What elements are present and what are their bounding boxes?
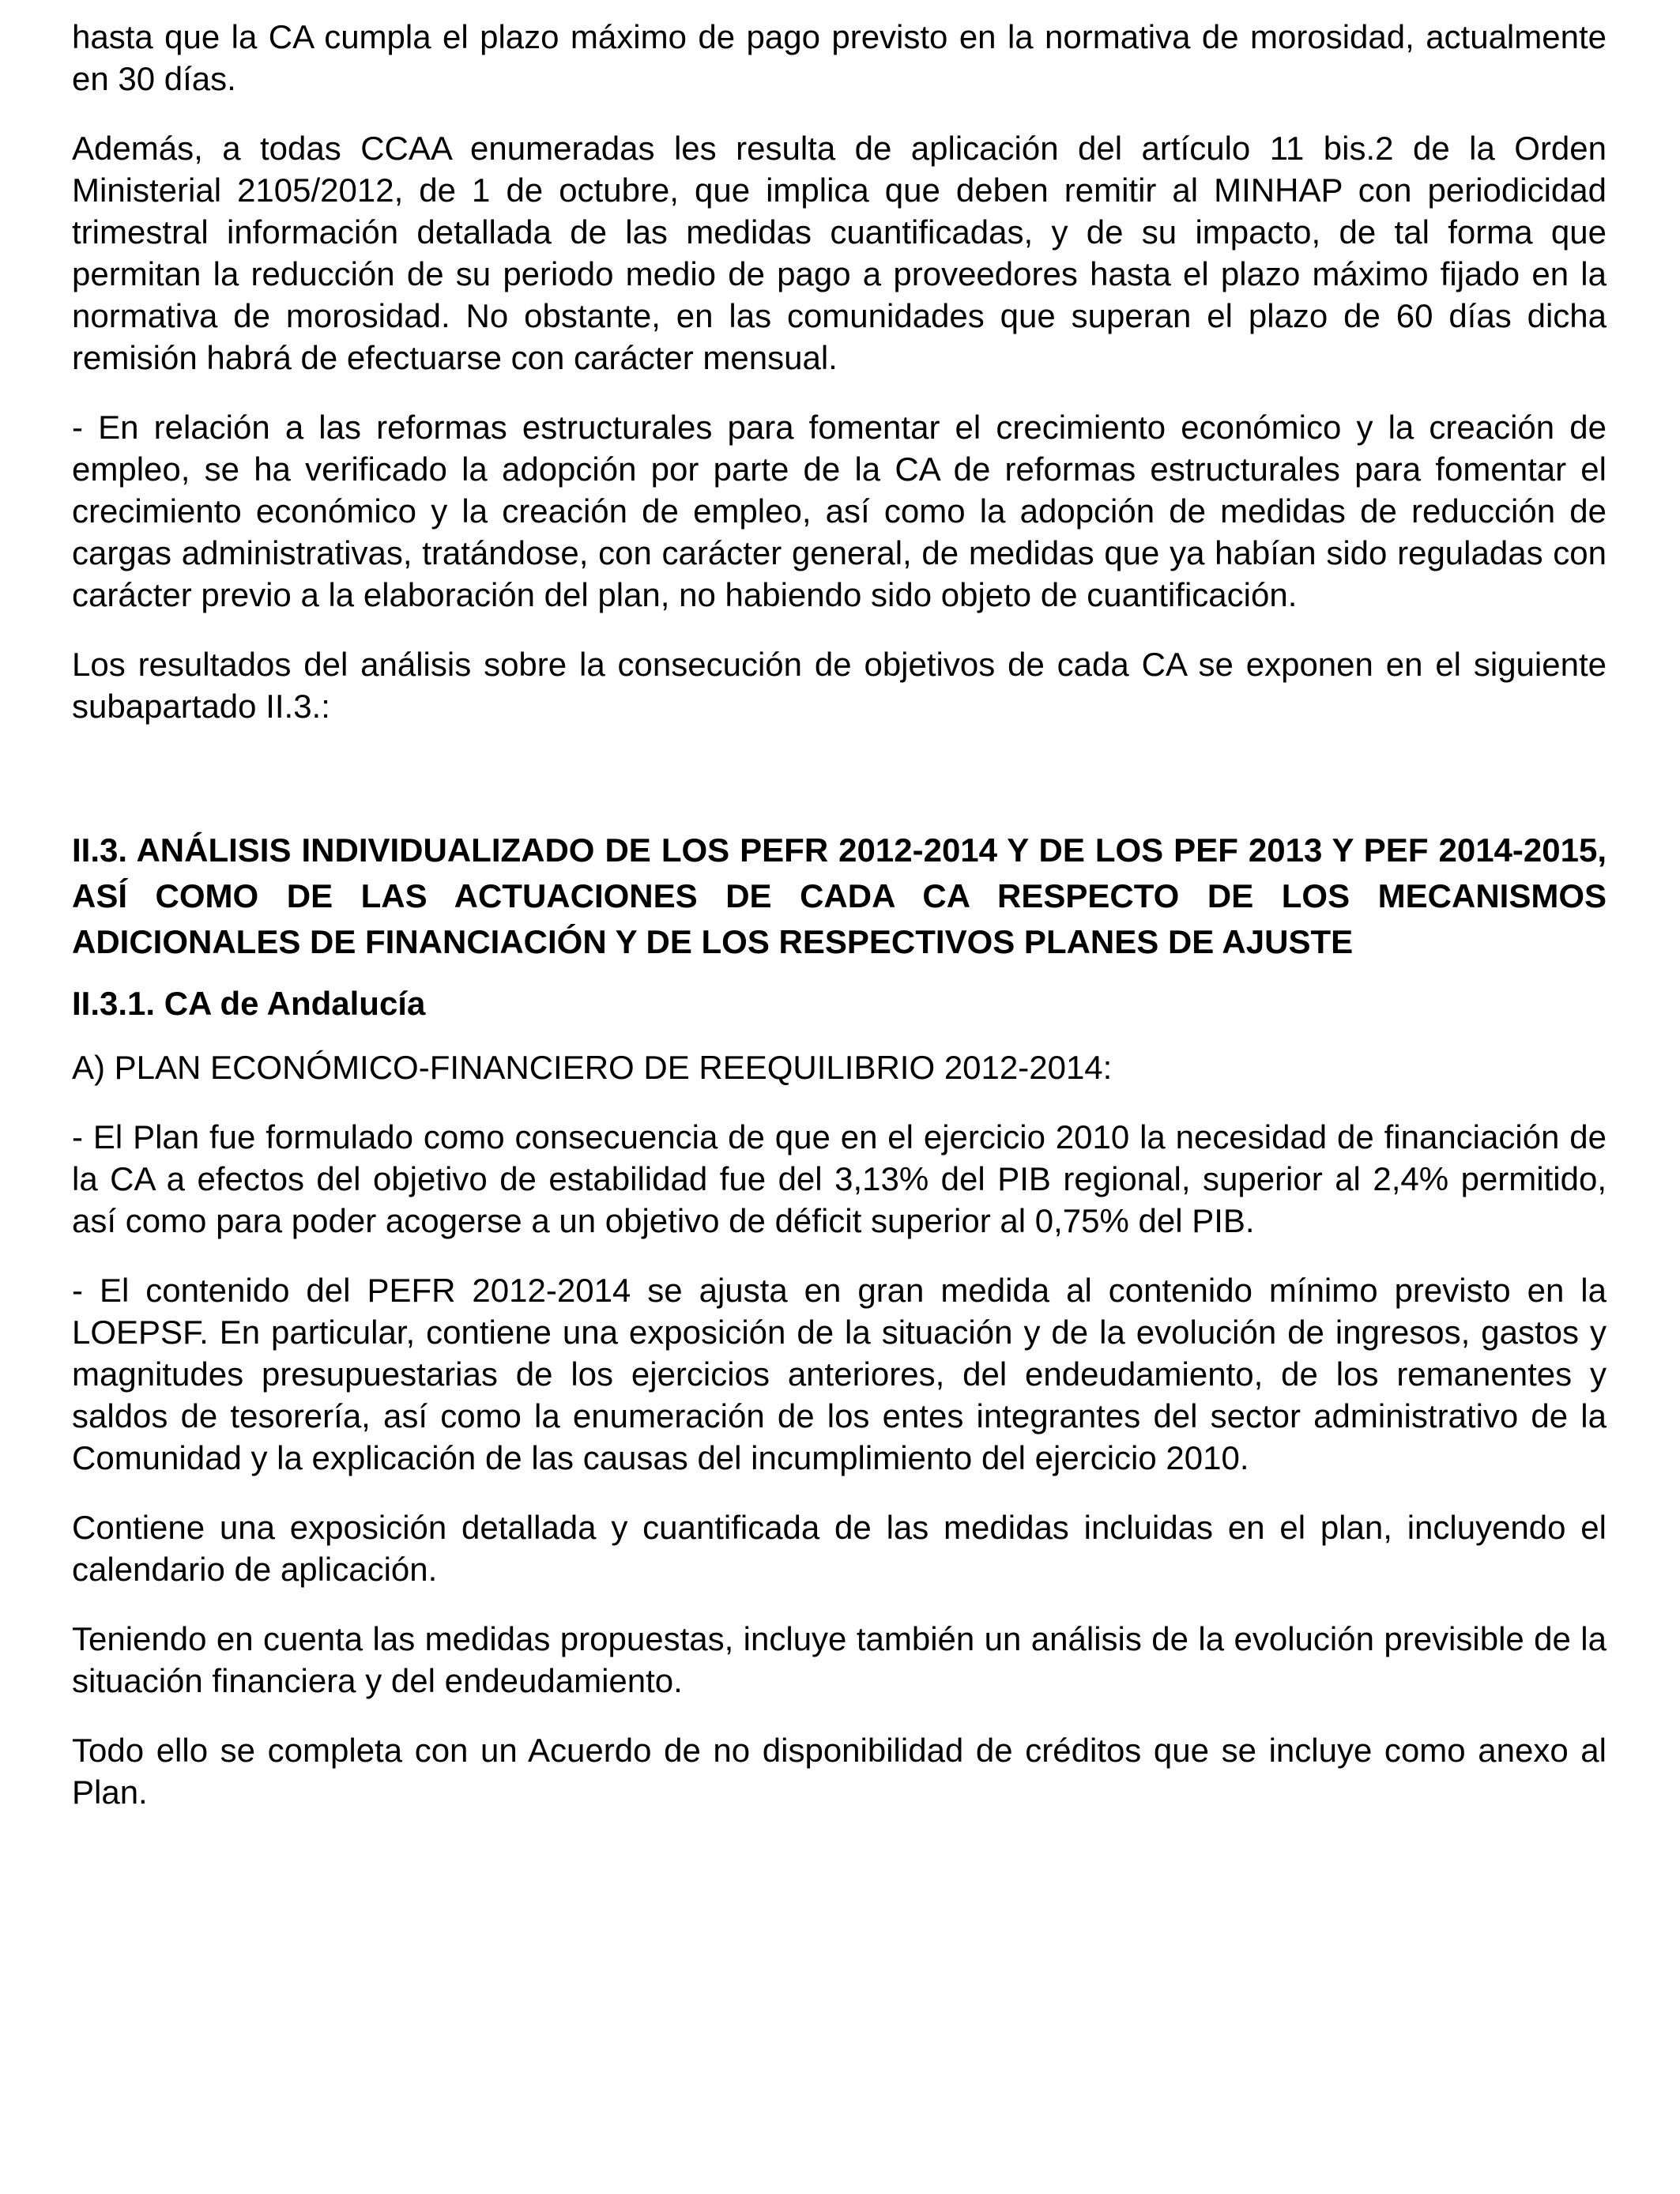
paragraph-morosidad-continuation: hasta que la CA cumpla el plazo máximo de pago previsto en la normativa de morosidad, actualmente en 30 días.: [72, 18, 1607, 97]
paragraph-resultados-analisis: Los resultados del análisis sobre la consecución de objetivos de cada CA se exponen en el siguiente subapartado II.3.:: [72, 646, 1607, 725]
paragraph-reformas-estructurales: - En relación a las reformas estructurales para fomentar el crecimiento económico y la creación de empleo, se ha verificado la adopción por parte de la CA de reformas estructurales para fomentar el crecimiento económico y la creación de empleo, así como la adopción de medidas de reducción de cargas administrativas, tratándose, con carácter general, de medidas que ya habían sido reguladas con carácter previo a la elaboración del plan, no habiendo sido objeto de cuantificación.: [72, 409, 1607, 613]
document-page: [72, 16, 1607, 1841]
section-heading: II.3. ANÁLISIS INDIVIDUALIZADO DE LOS PEFR 2012-2014 Y DE LOS PEF 2013 Y PEF 2014-2015, ASÍ COMO DE LAS ACTUACIONES DE CADA CA RESPECTO DE LOS MECANISMOS ADICIONALES DE FINANCIACIÓN Y DE LOS RESPECTIVOS PLANES DE AJUSTE: [72, 831, 1607, 960]
paragraph-plan-formulado: - El Plan fue formulado como consecuencia de que en el ejercicio 2010 la necesidad de financiación de la CA a efectos del objetivo de estabilidad fue del 3,13% del PIB regional, superior al 2,4% permitido, así como para poder acogerse a un objetivo de déficit superior al 0,75% del PIB.: [72, 1118, 1607, 1239]
paragraph-exposicion-detallada: Contiene una exposición detallada y cuantificada de las medidas incluidas en el plan, incluyendo el calendario de aplicación.: [72, 1509, 1607, 1588]
paragraph-acuerdo-no-disponibilidad: Todo ello se completa con un Acuerdo de no disponibilidad de créditos que se incluye como anexo al Plan.: [72, 1732, 1607, 1811]
section-spacer: [72, 755, 1607, 827]
subsection-heading: II.3.1. CA de Andalucía: [72, 985, 426, 1022]
paragraph-orden-ministerial: Además, a todas CCAA enumeradas les resulta de aplicación del artículo 11 bis.2 de la Orden Ministerial 2105/2012, de 1 de octubre, que implica que deben remitir al MINHAP con periodicidad trimestral información detallada de las medidas cuantificadas, y de su impacto, de tal forma que permitan la reducción de su periodo medio de pago a proveedores hasta el plazo máximo fijado en la normativa de morosidad. No obstante, en las comunidades que superan el plazo de 60 días dicha remisión habrá de efectuarse con carácter mensual.: [72, 130, 1607, 376]
plan-label: A) PLAN ECONÓMICO-FINANCIERO DE REEQUILIBRIO 2012-2014:: [72, 1049, 1113, 1086]
paragraph-evolucion-previsible: Teniendo en cuenta las medidas propuestas, incluye también un análisis de la evolución previsible de la situación financiera y del endeudamiento.: [72, 1620, 1607, 1699]
paragraph-contenido-pefr: - El contenido del PEFR 2012-2014 se ajusta en gran medida al contenido mínimo previsto en la LOEPSF. En particular, contiene una exposición de la situación y de la evolución de ingresos, gastos y magnitudes presupuestarias de los ejercicios anteriores, del endeudamiento, de los remanentes y saldos de tesorería, así como la enumeración de los entes integrantes del sector administrativo de la Comunidad y la explicación de las causas del incumplimiento del ejercicio 2010.: [72, 1272, 1607, 1476]
